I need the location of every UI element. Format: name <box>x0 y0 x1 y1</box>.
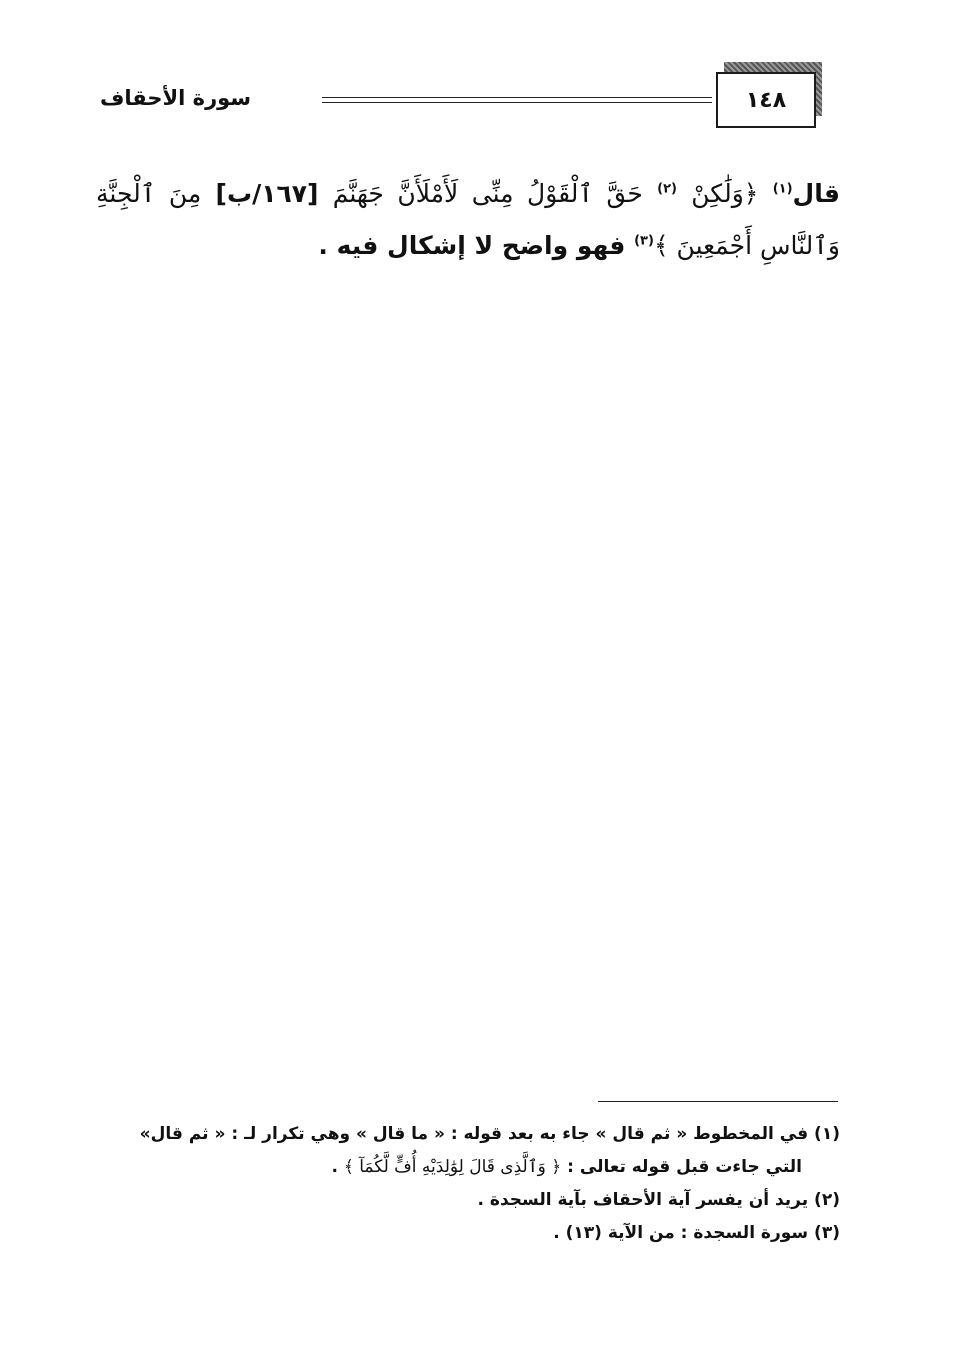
quran-fragment-1: ﴿وَلَٰكِنْ <box>691 179 759 208</box>
footnote-3: (٣) سورة السجدة : من الآية (١٣) . <box>553 1223 840 1243</box>
footnote-2: (٢) يريد أن يفسر آية الأحقاف بآية السجدة . <box>477 1190 840 1210</box>
footnote-1-line-1: (١) في المخطوط « ثم قال » جاء به بعد قوله : « ما قال » وهي تكرار لـ : « ثم قال» <box>139 1124 840 1144</box>
folio-marker: [١٦٧/ب] <box>215 179 319 208</box>
footnotes <box>100 1118 840 1250</box>
footnote-1-quran: ﴿ وَٱلَّذِى قَالَ لِوَٰلِدَيْهِ أُفٍّ لَّكُمَآ ﴾ <box>343 1157 562 1177</box>
footnote-1-text: التي جاءت قبل قوله تعالى : <box>567 1157 802 1177</box>
surah-title: سورة الأحقاف <box>100 86 251 110</box>
page-number-text: ١٤٨ <box>745 87 787 113</box>
footnote-1-end: . <box>331 1157 338 1177</box>
body-text-start: قال <box>792 179 840 208</box>
quran-fragment-2: حَقَّ ٱلْقَوْلُ مِنِّى لَأَمْلَأَنَّ جَهَنَّمَ <box>332 179 643 208</box>
body-paragraph <box>96 168 840 272</box>
header-rule <box>322 97 712 103</box>
footnote-separator <box>598 1101 838 1102</box>
page-number <box>716 72 816 128</box>
footnote-ref-2: (٢) <box>657 181 677 197</box>
footnote-ref-3: (٣) <box>634 233 654 249</box>
body-text-end: فهو واضح لا إشكال فيه . <box>318 231 626 260</box>
quran-fragment-3: مِنَ ٱلْجِنَّةِ وَٱلنَّاسِ أَجْمَعِينَ ﴾ <box>96 179 840 260</box>
footnote-1-line-2 <box>100 1151 840 1184</box>
footnote-ref-1: (١) <box>772 181 793 197</box>
